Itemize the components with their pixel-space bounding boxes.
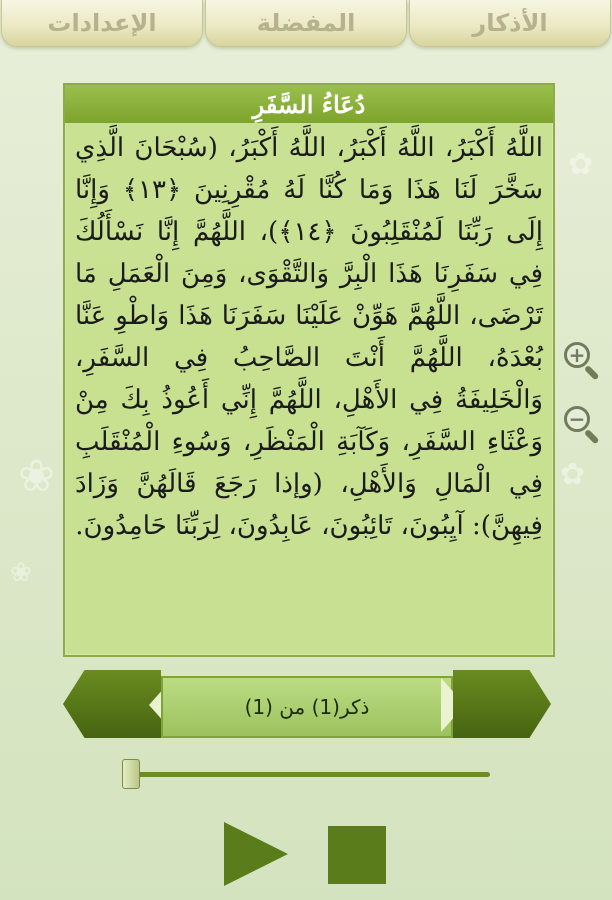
tab-favorites-label: المفضلة	[256, 9, 356, 37]
flower-decoration-icon: ✿	[568, 147, 594, 182]
flower-decoration-icon: ✿	[560, 457, 586, 492]
zoom-handle	[584, 429, 600, 445]
zoom-out-icon: −	[564, 406, 590, 432]
dua-title: دُعَاءُ السَّفَرِ	[65, 85, 553, 123]
zoom-in-button[interactable]	[560, 340, 602, 384]
flower-decoration-icon: ❀	[18, 451, 55, 502]
next-button[interactable]	[453, 670, 551, 738]
tab-settings[interactable]	[1, 0, 203, 47]
dua-text: اللَّهُ أَكْبَرُ، اللَّهُ أَكْبَرُ، اللَّهُ أَكْبَرُ، (سُبْحَانَ الَّذِي سَخَّرَ لَنَا هَذَا وَمَا كُنَّا لَهُ مُقْرِنِينَ ﴿١٣﴾ وَإِنَّا إِلَى رَبِّنَا لَمُنْقَلِبُونَ ﴿١٤﴾)، اللَّهُمَّ إِنَّا نَسْأَلُكَ فِي سَفَرِنَا هَذَا الْبِرَّ وَالتَّقْوَى، وَمِنَ الْعَمَلِ مَا تَرْضَى، اللَّهُمَّ هَوِّنْ عَلَيْنَا سَفَرَنَا هَذَا وَاطْوِ عَنَّا بُعْدَهُ، اللَّهُمَّ أَنْتَ الصَّاحِبُ فِي السَّفَرِ، وَالْخَلِيفَةُ فِي الأَهْلِ، اللَّهُمَّ إِنِّي أَعُوذُ بِكَ مِنْ وَعْثَاءِ السَّفَرِ، وَكَآبَةِ الْمَنْظَرِ، وَسُوءِ الْمُنْقَلَبِ فِي الْمَالِ وَالأَهْلِ، (وإذا رَجَعَ قَالَهُنَّ وَزَادَ فِيهِنَّ): آيِبُونَ، تَائِبُونَ، عَابِدُونَ، لِرَبِّنَا حَامِدُونَ.	[75, 133, 544, 541]
counter-display	[161, 676, 453, 738]
zoom-handle	[584, 365, 600, 381]
counter-label: ذكر(1) من (1)	[244, 695, 370, 719]
zoom-in-icon: +	[564, 342, 590, 368]
play-button[interactable]	[224, 822, 288, 886]
audio-progress-track[interactable]	[130, 772, 490, 777]
audio-progress-thumb[interactable]	[122, 759, 140, 789]
dua-panel	[63, 83, 555, 657]
flower-decoration-icon: ❀	[10, 558, 32, 588]
stop-button[interactable]	[328, 826, 386, 884]
tab-athkar[interactable]	[409, 0, 611, 47]
tab-athkar-label: الأذكار	[472, 9, 548, 37]
navigation-bar	[63, 670, 551, 738]
tab-bar	[0, 0, 612, 50]
zoom-out-button[interactable]	[560, 404, 602, 448]
tab-settings-label: الإعدادات	[47, 9, 157, 37]
tab-favorites[interactable]	[205, 0, 407, 47]
previous-button[interactable]	[63, 670, 161, 738]
